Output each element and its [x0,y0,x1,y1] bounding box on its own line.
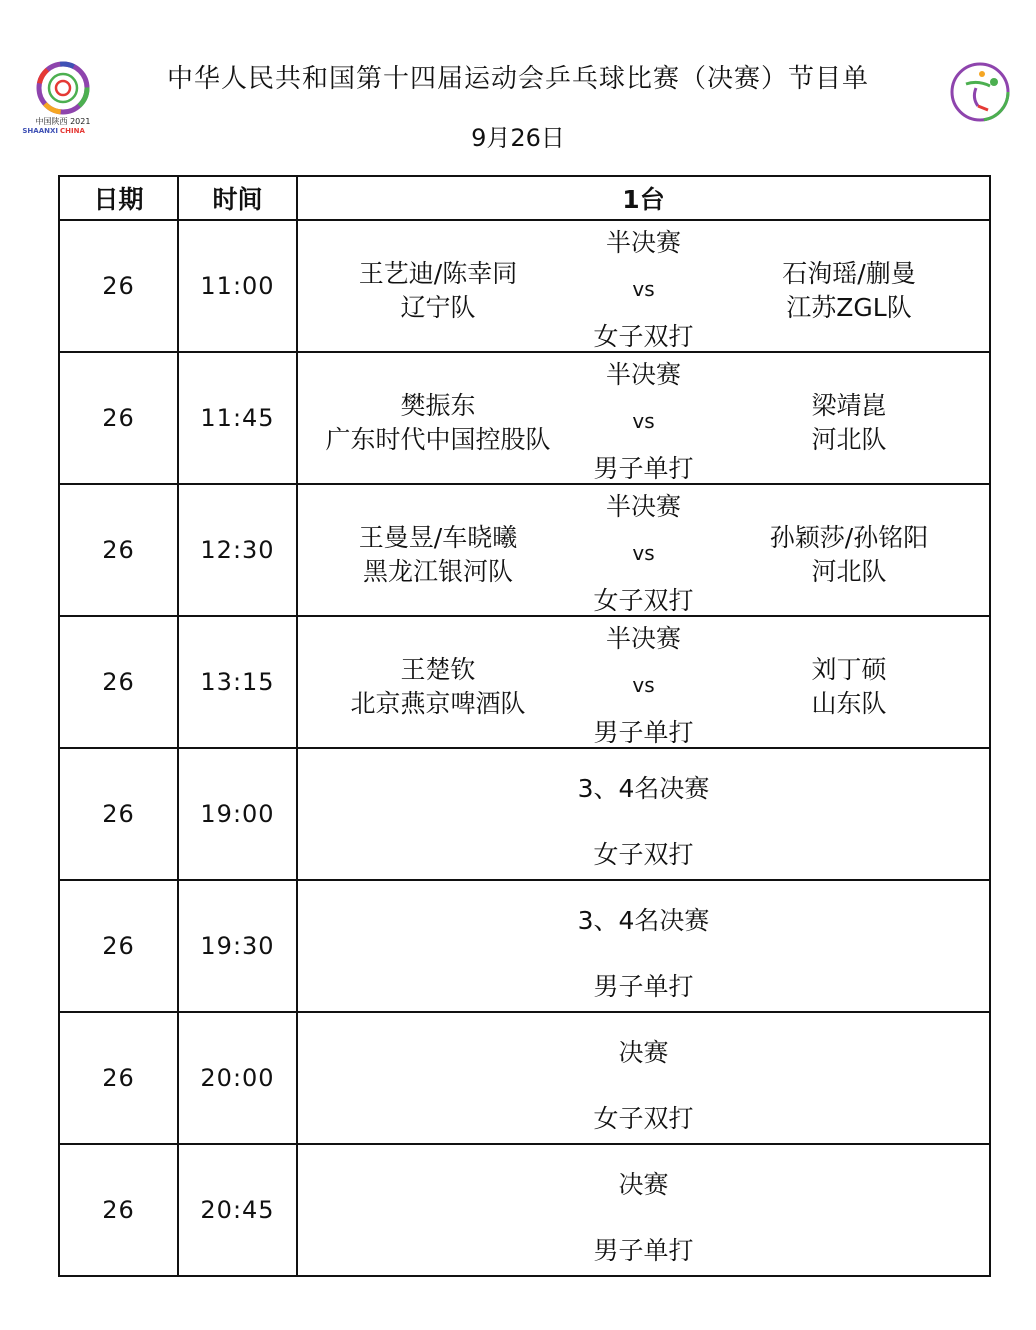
row-time: 19:00 [178,748,297,880]
match-event: 男子单打 [593,972,694,1001]
page-title: 中华人民共和国第十四届运动会乒乓球比赛（决赛）节目单 [166,64,869,94]
left-players: 王曼昱/车晓曦 [358,523,518,552]
row-time: 19:30 [178,880,297,1012]
table-row [59,220,990,352]
row-time: 12:30 [178,484,297,616]
match-event: 男子单打 [593,454,694,483]
table-row [59,1012,990,1144]
right-players: 刘丁硕 [811,655,887,684]
row-time: 20:00 [178,1012,297,1144]
right-competitor [709,257,989,325]
versus-label: vs [632,541,655,565]
match-cell [297,1144,990,1276]
match-event: 女子双打 [593,586,694,615]
table-row [59,748,990,880]
versus-label: vs [632,409,655,433]
table-row [59,352,990,484]
match-event: 男子单打 [593,1236,694,1265]
column-header-time: 时间 [178,176,297,220]
page-date: 9月26日 [471,124,565,152]
row-date: 26 [59,220,178,352]
right-team: 河北队 [811,425,887,454]
match-event: 女子双打 [593,1104,694,1133]
row-date: 26 [59,880,178,1012]
left-team: 黑龙江银河队 [362,557,513,586]
match-stage: 决赛 [618,1170,669,1199]
left-players: 樊振东 [400,391,476,420]
right-players: 梁靖崑 [811,391,887,420]
left-team: 辽宁队 [400,293,476,322]
emblem-caption: 中国陕西 2021 [35,117,91,126]
match-stage: 决赛 [618,1038,669,1067]
row-time: 11:45 [178,352,297,484]
table-row [59,616,990,748]
row-date: 26 [59,352,178,484]
match-stage: 半决赛 [605,228,681,257]
match-stage: 半决赛 [605,492,681,521]
right-team: 河北队 [811,557,887,586]
match-event: 女子双打 [593,322,694,351]
match-stage: 3、4名决赛 [577,774,710,803]
right-competitor [709,653,989,721]
emblem-shaanxi: SHAANXI [22,127,58,135]
match-cell [297,880,990,1012]
match-stage: 3、4名决赛 [577,906,710,935]
match-cell [297,352,990,484]
left-players: 王艺迪/陈幸同 [358,259,518,288]
match-cell [297,748,990,880]
right-team: 山东队 [811,689,887,718]
row-time: 13:15 [178,616,297,748]
match-event: 男子单打 [593,718,694,747]
match-event: 女子双打 [593,840,694,869]
row-date: 26 [59,1012,178,1144]
left-team: 广东时代中国控股队 [325,425,551,454]
right-team: 江苏ZGL队 [786,293,912,322]
table-row [59,880,990,1012]
versus-label: vs [632,277,655,301]
match-stage: 半决赛 [605,624,681,653]
table-row [59,484,990,616]
right-players: 石洵瑶/蒯曼 [782,259,916,288]
match-cell [297,616,990,748]
row-time: 11:00 [178,220,297,352]
match-cell [297,1012,990,1144]
row-date: 26 [59,616,178,748]
column-header-date: 日期 [59,176,178,220]
right-players: 孙颖莎/孙铭阳 [769,523,929,552]
match-cell [297,220,990,352]
column-header-table-1: 1台 [297,176,990,220]
row-date: 26 [59,748,178,880]
row-date: 26 [59,1144,178,1276]
table-header-row [59,176,990,220]
left-team: 北京燕京啤酒队 [350,689,526,718]
row-date: 26 [59,484,178,616]
right-competitor [709,521,989,589]
right-competitor [709,389,989,457]
emblem-china: CHINA [60,127,85,135]
match-stage: 半决赛 [605,360,681,389]
versus-label: vs [632,673,655,697]
match-cell [297,484,990,616]
table-row [59,1144,990,1276]
schedule-table [58,175,991,1277]
row-time: 20:45 [178,1144,297,1276]
left-players: 王楚钦 [400,655,476,684]
